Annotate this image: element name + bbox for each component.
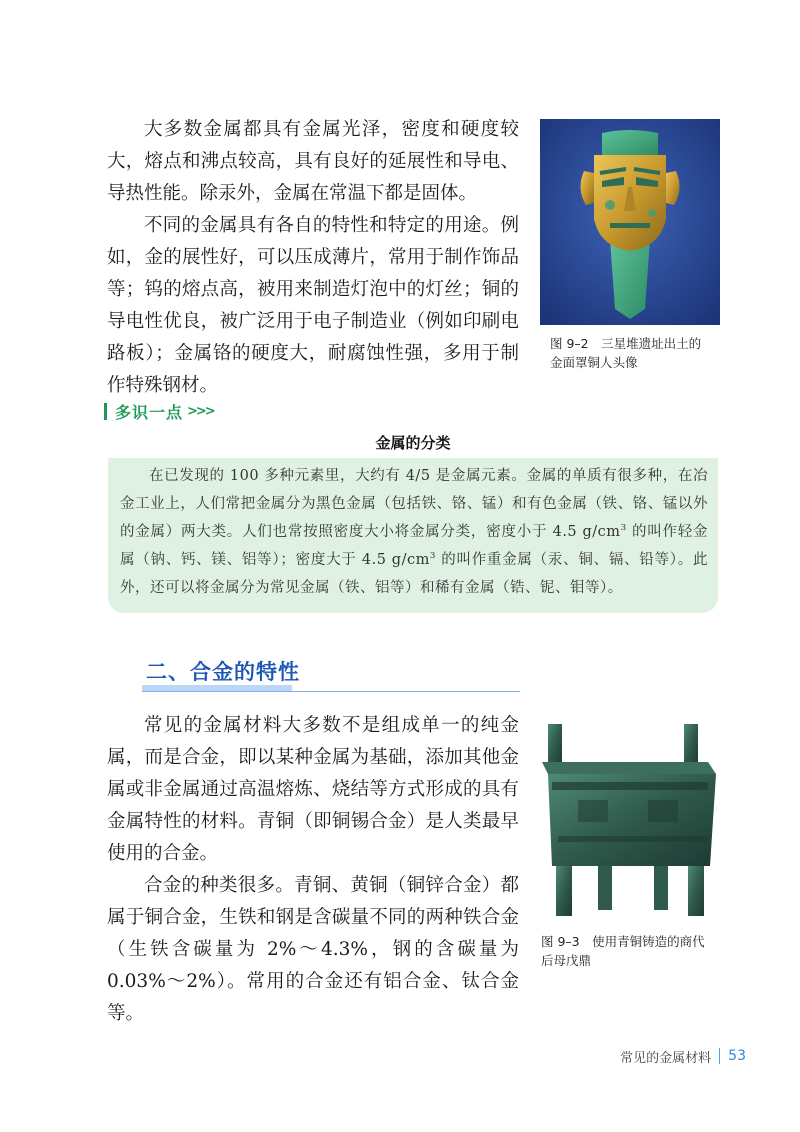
callout-text: 在已发现的 100 多种元素里，大约有 4/5 是金属元素。金属的单质有很多种，在冶金工业上，人们常把金属分为黑色金属（包括铁、铬、锰）和有色金属（铁、铬、锰以外的金属）两大类。人们也常按照密度大小将金属分类，密度小于 4.5 $g/cm^3$ 的叫作轻金属（钠、钙、镁、铝等）；密度大于 4.5 $g/cm^3$ 的叫作重金属（汞、铜、镉、铅等）。此外，还可以将金属分为常见金属（铁、铝等）和稀有金属（锆、铌、钼等）。 <box>120 468 708 596</box>
chevrons-icon: >>> <box>187 403 214 419</box>
alloy-paragraph-1: 常见的金属材料大多数不是组成单一的纯金属，而是合金，即以某种金属为基础，添加其他金属或非金属通过高温熔炼、烧结等方式形成的具有金属特性的材料。青铜（即铜锡合金）是人类最早使用的合金。 <box>107 715 519 864</box>
page-footer <box>620 1046 746 1066</box>
figure-9-2-caption: 图 9–2 三星堆遗址出土的 金面罩铜人头像 <box>550 336 702 370</box>
intro-paragraph-2: 不同的金属具有各自的特性和特定的用途。例如，金的展性好，可以压成薄片，常用于制作饰品等；钨的熔点高，被用来制造灯泡中的灯丝；铜的导电性优良，被广泛用于电子制造业（例如印刷电路板）；金属铬的硬度大，耐腐蚀性强，多用于制作特殊钢材。 <box>107 215 519 396</box>
page-number: 53 <box>728 1048 746 1064</box>
bronze-ding-image <box>538 716 724 921</box>
callout-marker <box>104 403 107 420</box>
figure-9-3-caption: 图 9–3 使用青铜铸造的商代 后母戊鼎 <box>541 934 705 968</box>
callout-title: 金属的分类 <box>375 434 451 452</box>
callout-header <box>104 400 214 422</box>
chapter-title: 常见的金属材料 <box>620 1050 712 1066</box>
section-underline <box>142 691 520 692</box>
alloy-text <box>107 710 519 1030</box>
callout-label: 多识一点 <box>115 402 184 422</box>
intro-paragraph-1: 大多数金属都具有金属光泽，密度和硬度较大，熔点和沸点较高，具有良好的延展性和导电、导热性能。除汞外，金属在常温下都是固体。 <box>107 119 519 204</box>
intro-text <box>107 114 519 402</box>
alloy-paragraph-2: 合金的种类很多。青铜、黄铜（铜锌合金）都属于铜合金，生铁和钢是含碳量不同的两种铁合金（生铁含碳量为 2%～4.3%，钢的含碳量为 0.03%～2%）。常用的合金还有铝合金、钛合金等。 <box>107 875 519 1024</box>
section-title: 二、合金的特性 <box>146 660 300 684</box>
gold-mask-bronze-head-image <box>540 119 720 325</box>
footer-divider <box>719 1048 720 1064</box>
